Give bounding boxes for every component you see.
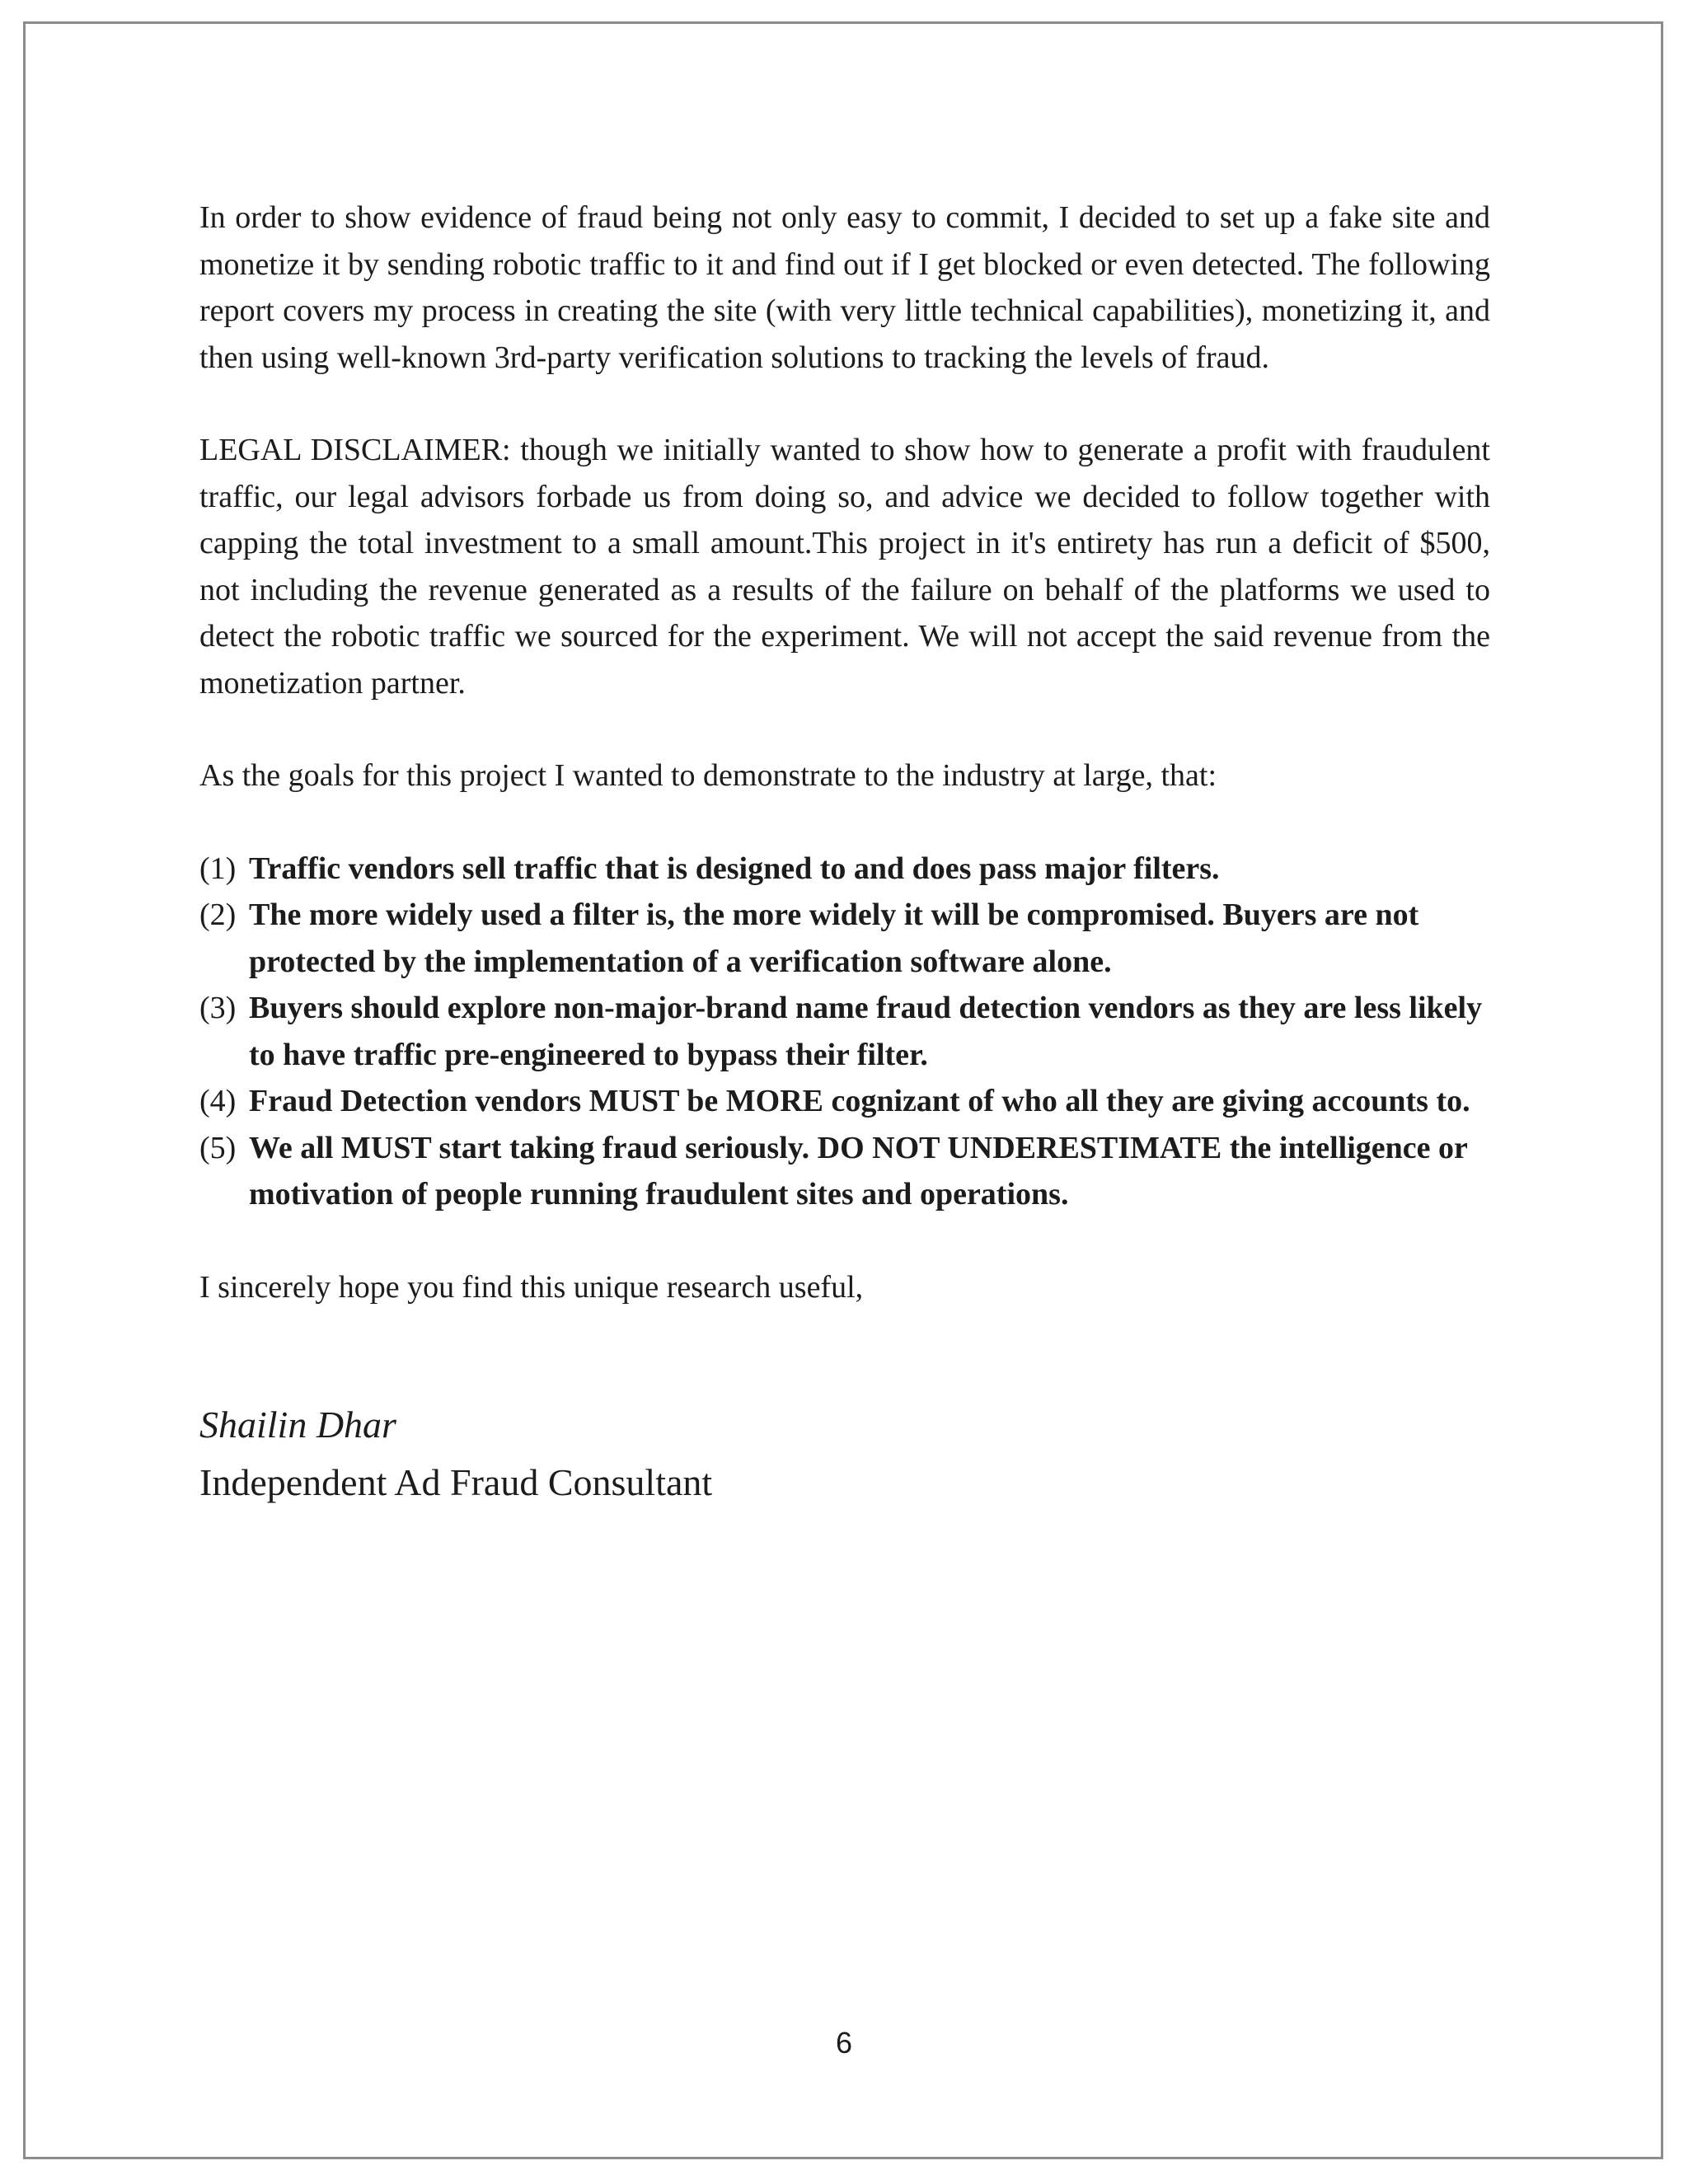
goal-item (199, 1125, 1490, 1218)
goal-number: (1) (199, 851, 237, 886)
legal-disclaimer-paragraph: LEGAL DISCLAIMER: though we initially wanted to show how to generate a profit with fraudulent traffic, our legal advisors forbade us from doing so, and advice we decided to follow together with capping the total investment to a small amount.This project in it's entirety has run a deficit of $500, not including the revenue generated as a results of the failure on behalf of the platforms we used to detect the robotic traffic we sourced for the experiment. We will not accept the said revenue from the monetization partner. (199, 433, 1490, 701)
document-body (199, 194, 1490, 1511)
goal-item (199, 985, 1490, 1078)
goal-number: (2) (199, 898, 237, 932)
goals-intro-paragraph: As the goals for this project I wanted to demonstrate to the industry at large, that: (199, 758, 1217, 793)
goal-number: (4) (199, 1084, 237, 1118)
closing-line: I sincerely hope you find this unique research useful, (199, 1269, 864, 1305)
goal-text: The more widely used a filter is, the more widely it will be compromised. Buyers are not protected by the implementation of a verification software alone. (249, 898, 1419, 979)
goal-item (199, 892, 1490, 985)
signature-name: Shailin Dhar (199, 1404, 396, 1446)
page-number: 6 (835, 2026, 853, 2060)
goal-item (199, 846, 1490, 893)
goals-list (199, 846, 1490, 1218)
goal-number: (5) (199, 1130, 237, 1165)
goal-number: (3) (199, 991, 237, 1025)
signature-title: Independent Ad Fraud Consultant (199, 1461, 713, 1503)
goal-text: Buyers should explore non-major-brand name fraud detection vendors as they are less likely to have traffic pre-engineered to bypass their filter. (249, 991, 1483, 1072)
goal-text: We all MUST start taking fraud seriously. DO NOT UNDERESTIMATE the intelligence or motivation of people running fraudulent sites and operations. (249, 1130, 1468, 1212)
signature-block (199, 1396, 1490, 1511)
goal-text: Fraud Detection vendors MUST be MORE cognizant of who all they are giving accounts to. (249, 1084, 1470, 1118)
intro-paragraph: In order to show evidence of fraud being not only easy to commit, I decided to set up a fake site and monetize it by sending robotic traffic to it and find out if I get blocked or even detected. The following report covers my process in creating the site (with very little technical capabilities), monetizing it, and then using well-known 3rd-party verification solutions to tracking the levels of fraud. (199, 200, 1490, 375)
goal-text: Traffic vendors sell traffic that is designed to and does pass major filters. (249, 851, 1220, 886)
goal-item (199, 1078, 1490, 1125)
